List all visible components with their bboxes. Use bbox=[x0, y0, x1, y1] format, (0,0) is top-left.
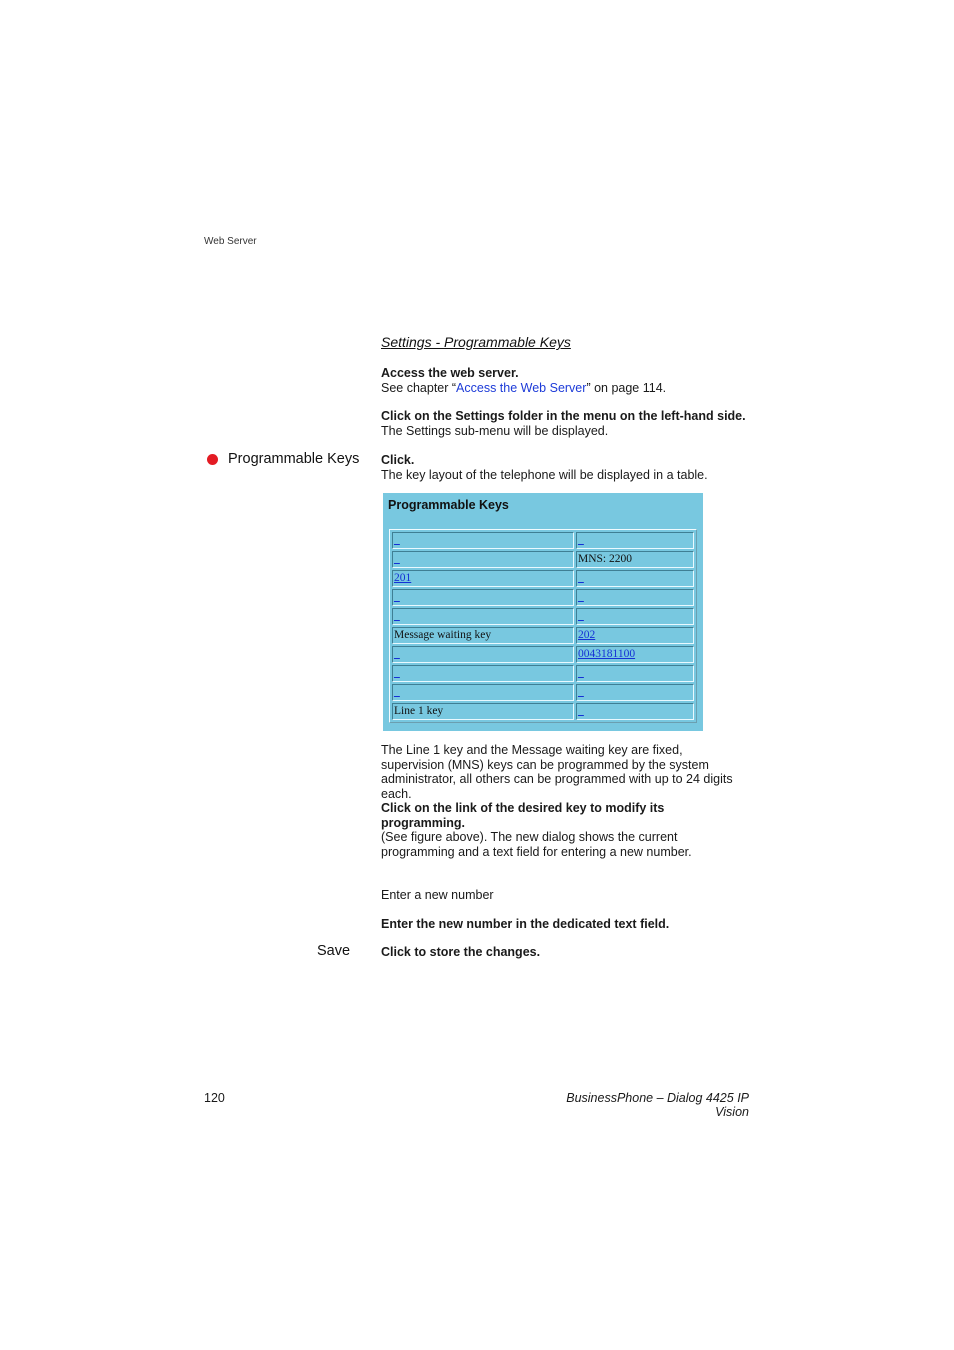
key-link[interactable]: 201 bbox=[394, 572, 412, 584]
table-row bbox=[392, 627, 694, 644]
table-row bbox=[392, 532, 694, 549]
step-heading: Click. bbox=[381, 453, 415, 467]
table-row bbox=[392, 608, 694, 625]
key-link[interactable]: _ bbox=[578, 686, 584, 698]
table-row bbox=[392, 570, 694, 587]
key-link[interactable]: _ bbox=[578, 534, 584, 546]
save-button[interactable]: Save bbox=[317, 943, 351, 959]
step-save: Click to store the changes. bbox=[381, 945, 541, 959]
step-text: The Settings sub-menu will be displayed. bbox=[381, 423, 609, 438]
key-cell bbox=[576, 684, 694, 701]
step-access-web-server bbox=[381, 366, 756, 395]
page-number: 120 bbox=[204, 1091, 225, 1105]
key-cell bbox=[576, 627, 694, 644]
step-text bbox=[381, 381, 756, 396]
table-row bbox=[392, 551, 694, 568]
section-title: Settings - Programmable Keys bbox=[381, 334, 571, 350]
step-click-link bbox=[381, 801, 749, 859]
key-cell bbox=[576, 551, 694, 568]
key-cell bbox=[392, 646, 574, 663]
running-header: Web Server bbox=[204, 236, 257, 247]
key-link[interactable]: _ bbox=[394, 534, 400, 546]
key-label: Line 1 key bbox=[394, 705, 444, 717]
step-text: The key layout of the telephone will be displayed in a table. bbox=[381, 467, 708, 482]
key-cell bbox=[392, 551, 574, 568]
key-cell bbox=[576, 570, 694, 587]
key-link[interactable]: _ bbox=[394, 610, 400, 622]
key-cell bbox=[576, 532, 694, 549]
key-link[interactable]: _ bbox=[578, 667, 584, 679]
step-heading: Click on the link of the desired key to modify its programming. bbox=[381, 801, 665, 830]
text-suffix: ” on page 114. bbox=[586, 380, 667, 395]
key-link[interactable]: _ bbox=[394, 591, 400, 603]
key-cell bbox=[576, 665, 694, 682]
programmable-keys-panel bbox=[383, 493, 703, 731]
key-link[interactable]: _ bbox=[394, 553, 400, 565]
step-text: (See figure above). The new dialog shows the current programming and a text field for entering a new number. bbox=[381, 830, 692, 859]
key-cell bbox=[392, 608, 574, 625]
keys-explanation: The Line 1 key and the Message waiting key are fixed, supervision (MNS) keys can be programmed by the system administrator, all others can be programmed with up to 24 digits each. bbox=[381, 743, 733, 801]
table-row bbox=[392, 646, 694, 663]
key-cell bbox=[576, 608, 694, 625]
key-cell bbox=[392, 665, 574, 682]
key-cell bbox=[392, 627, 574, 644]
key-cell bbox=[576, 589, 694, 606]
key-link[interactable]: 0043181100 bbox=[578, 648, 636, 660]
key-cell bbox=[392, 532, 574, 549]
key-link[interactable]: 202 bbox=[578, 629, 596, 641]
step-heading: Access the web server. bbox=[381, 366, 519, 380]
programmable-keys-menu-item[interactable]: Programmable Keys bbox=[228, 451, 360, 467]
step-heading: Click on the Settings folder in the menu on the left-hand side. bbox=[381, 409, 746, 423]
product-name: BusinessPhone – Dialog 4425 IP Vision bbox=[566, 1091, 749, 1119]
key-label: MNS: 2200 bbox=[578, 553, 632, 565]
table-row bbox=[392, 665, 694, 682]
key-cell bbox=[576, 646, 694, 663]
step-enter-number: Enter the new number in the dedicated text field. bbox=[381, 917, 670, 931]
key-link[interactable]: _ bbox=[394, 648, 400, 660]
key-link[interactable]: _ bbox=[578, 705, 584, 717]
key-link[interactable]: _ bbox=[578, 610, 584, 622]
step-settings-folder bbox=[381, 409, 756, 438]
table-row bbox=[392, 684, 694, 701]
key-cell bbox=[392, 703, 574, 720]
access-web-server-link[interactable]: Access the Web Server bbox=[456, 380, 587, 395]
keys-table bbox=[389, 529, 697, 723]
key-link[interactable]: _ bbox=[578, 591, 584, 603]
new-number-field-label: Enter a new number bbox=[381, 888, 494, 902]
key-link[interactable]: _ bbox=[578, 572, 584, 584]
key-label: Message waiting key bbox=[394, 629, 492, 641]
text-prefix: See chapter “ bbox=[381, 380, 457, 395]
red-bullet-icon bbox=[207, 454, 218, 465]
key-link[interactable]: _ bbox=[394, 667, 400, 679]
key-cell bbox=[392, 570, 574, 587]
step-click bbox=[381, 453, 756, 482]
key-link[interactable]: _ bbox=[394, 686, 400, 698]
panel-title: Programmable Keys bbox=[388, 498, 509, 512]
key-cell bbox=[392, 684, 574, 701]
key-cell bbox=[576, 703, 694, 720]
table-row bbox=[392, 703, 694, 720]
key-cell bbox=[392, 589, 574, 606]
table-row bbox=[392, 589, 694, 606]
